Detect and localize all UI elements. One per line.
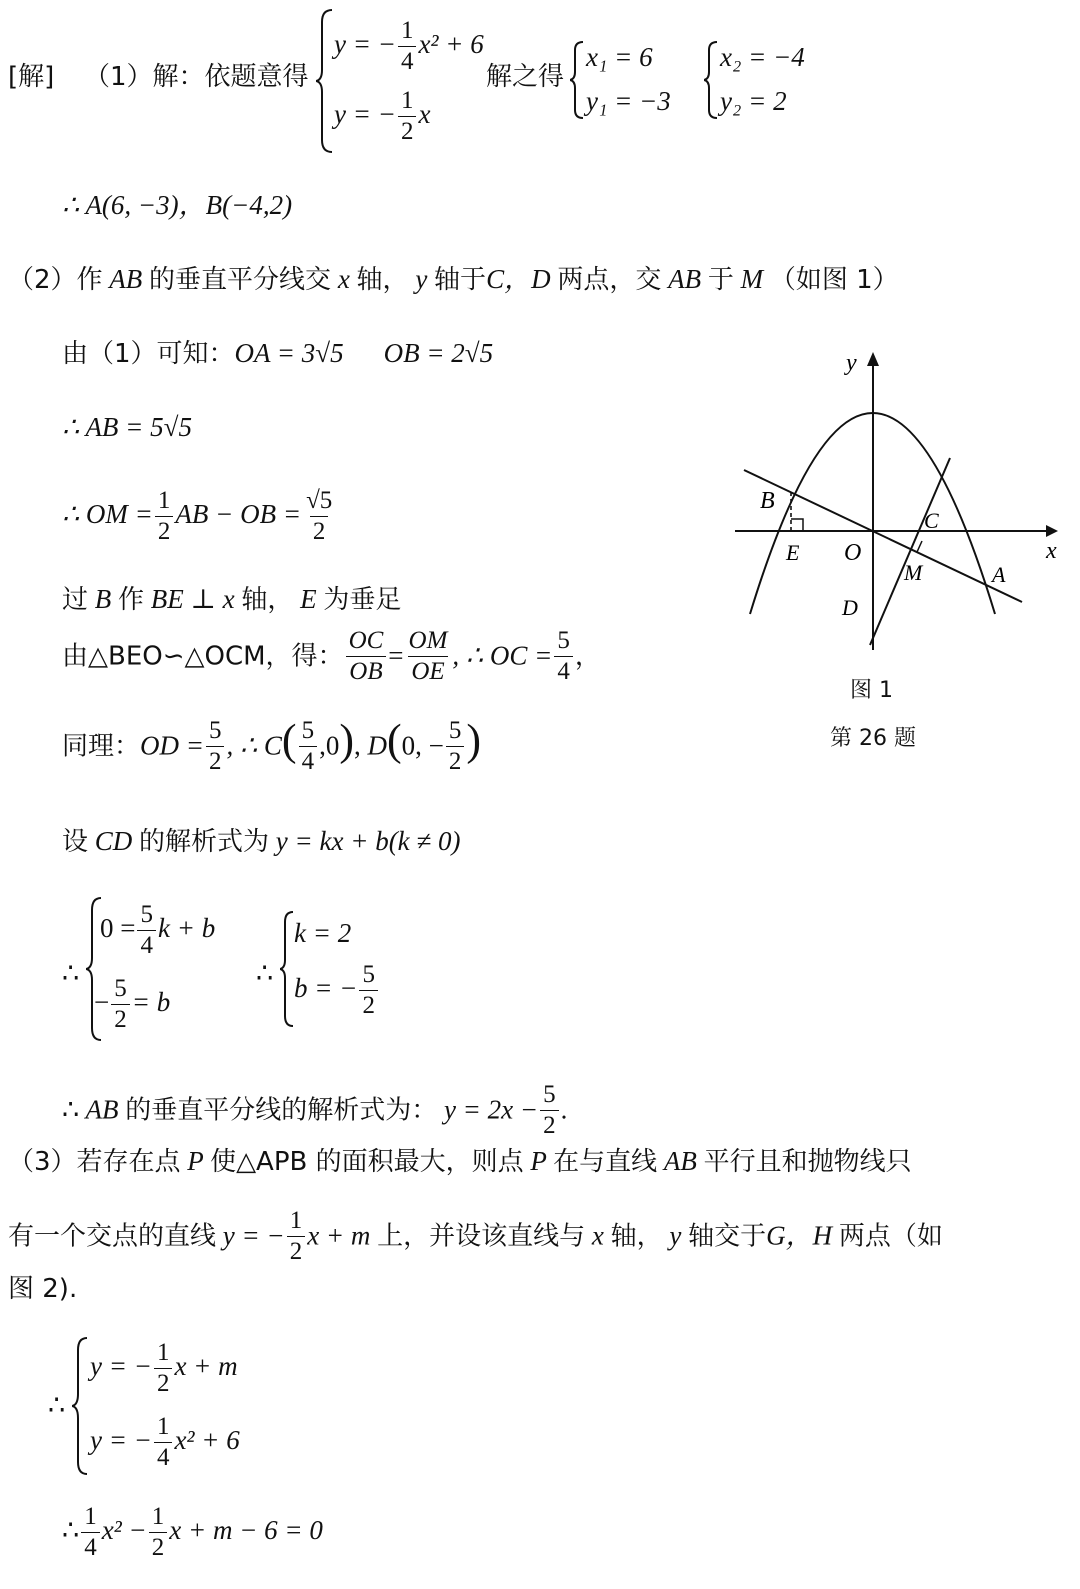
k-value: k = 2 <box>294 918 352 948</box>
perpendicular-be: 过 B 作 BE ⊥ x 轴， E 为垂足 <box>62 584 402 615</box>
cd-form: 设 CD 的解析式为 y = kx + b(k ≠ 0) <box>62 826 461 857</box>
solution1-y: y₁ = −3 <box>586 86 671 116</box>
solve-label: 解之得 <box>486 62 565 92</box>
eq2-tail: x <box>418 98 431 129</box>
tangent-system-brace <box>72 1336 90 1476</box>
part3-line3: 图 2). <box>8 1274 78 1304</box>
system1-eq2 <box>334 88 430 146</box>
line-ab <box>744 470 1022 602</box>
therefore-1: ∴ <box>62 958 80 988</box>
part3-line2: 有一个交点的直线 y = − $\frac{1}{2}$ x + m 上，并设该直线与 x 轴， y 轴交于G，H 两点（如 <box>8 1207 943 1266</box>
tangent-eq2: y = − $\frac{1}{4}$ x² + 6 <box>90 1413 240 1472</box>
points-ab: ∴ A(6, −3)，B(−4,2) <box>62 190 293 220</box>
line-cd <box>870 458 950 645</box>
label-d: D <box>842 595 858 620</box>
bisector-result: ∴ AB 的垂直平分线的解析式为： y = 2x − $\frac{5}{2}$ . <box>62 1081 568 1140</box>
kb-eq1: 0 = $\frac{5}{4}$ k + b <box>100 901 216 960</box>
oa-value: OA = 3√5 <box>234 338 344 368</box>
solve-text <box>486 64 564 90</box>
figure-caption: 图 1 <box>850 678 893 703</box>
label-b: B <box>760 488 775 514</box>
x-axis-arrow-icon <box>1046 525 1058 537</box>
system1-eq1 <box>334 18 484 76</box>
ab-length: ∴ AB = 5√5 <box>62 412 192 442</box>
system-brace <box>316 8 336 154</box>
similar-triangles: 由△BEO∽△OCM，得： $\frac{OC}{OB}$ = $\frac{OM}{OE}$ , ∴ OC = $\frac{5}{4}$ ， <box>62 627 601 686</box>
known-lengths: 由（1）可知：OA = 3√5 OB = 2√5 <box>62 338 494 369</box>
frac-1-2: $\frac{1}{2}$ <box>398 88 417 146</box>
solution2-brace <box>704 40 720 120</box>
frac-1-4: $\frac{1}{4}$ <box>398 18 417 76</box>
label-a: A <box>992 562 1006 587</box>
om-length: ∴ OM = $\frac{1}{2}$ AB − OB = $\frac{√5}{2}$ <box>62 487 333 546</box>
part1-lead-text: （1）解：依题意得 <box>84 62 309 92</box>
eq1-tail: x² + 6 <box>418 28 484 59</box>
y-axis-arrow-icon <box>867 352 879 366</box>
solution1-brace <box>570 40 586 120</box>
kb-eq2: − $\frac{5}{2}$ = b <box>94 975 171 1034</box>
solution-label <box>8 64 54 90</box>
ob-value: OB = 2√5 <box>383 338 494 368</box>
label-e: E <box>786 540 800 565</box>
label-y: y <box>846 350 857 376</box>
label-o: O <box>844 540 862 566</box>
therefore-2: ∴ <box>256 958 274 988</box>
solution2-y: y₂ = 2 <box>720 86 787 116</box>
part3-line1: （3）若存在点 P 使△APB 的面积最大，则点 P 在与直线 AB 平行且和抛物线只 <box>8 1146 912 1177</box>
solution2-x: x₂ = −4 <box>720 42 805 72</box>
quadratic-equation: ∴ $\frac{1}{4}$ x² − $\frac{1}{2}$ x + m − 6 = 0 <box>62 1503 323 1562</box>
right-angle-e <box>791 519 803 531</box>
label-x: x <box>1046 538 1057 564</box>
tangent-eq1: y = − $\frac{1}{2}$ x + m <box>90 1339 238 1398</box>
b-value: b = − $\frac{5}{2}$ <box>294 962 380 1020</box>
solution1-x: x₁ = 6 <box>586 42 653 72</box>
therefore-3: ∴ <box>48 1390 66 1420</box>
problem-number: 第 26 题 <box>830 726 916 751</box>
point-cd-coords: 同理：OD = $\frac{5}{2}$ , ∴ C( $\frac{5}{4}$ ,0), D(0, − $\frac{5}{2}$ ) <box>62 715 482 776</box>
label-jie: [解] <box>8 62 55 92</box>
figure-1 <box>730 340 1070 670</box>
label-m: M <box>904 560 923 585</box>
label-c: C <box>924 508 939 533</box>
eq2-lhs: y = − <box>334 98 396 129</box>
part1-lead <box>84 64 309 90</box>
eq1-lhs: y = − <box>334 28 396 59</box>
part2-intro: （2）作 AB 的垂直平分线交 x 轴， y 轴于C，D 两点，交 AB 于 M （如图 1） <box>8 264 899 295</box>
